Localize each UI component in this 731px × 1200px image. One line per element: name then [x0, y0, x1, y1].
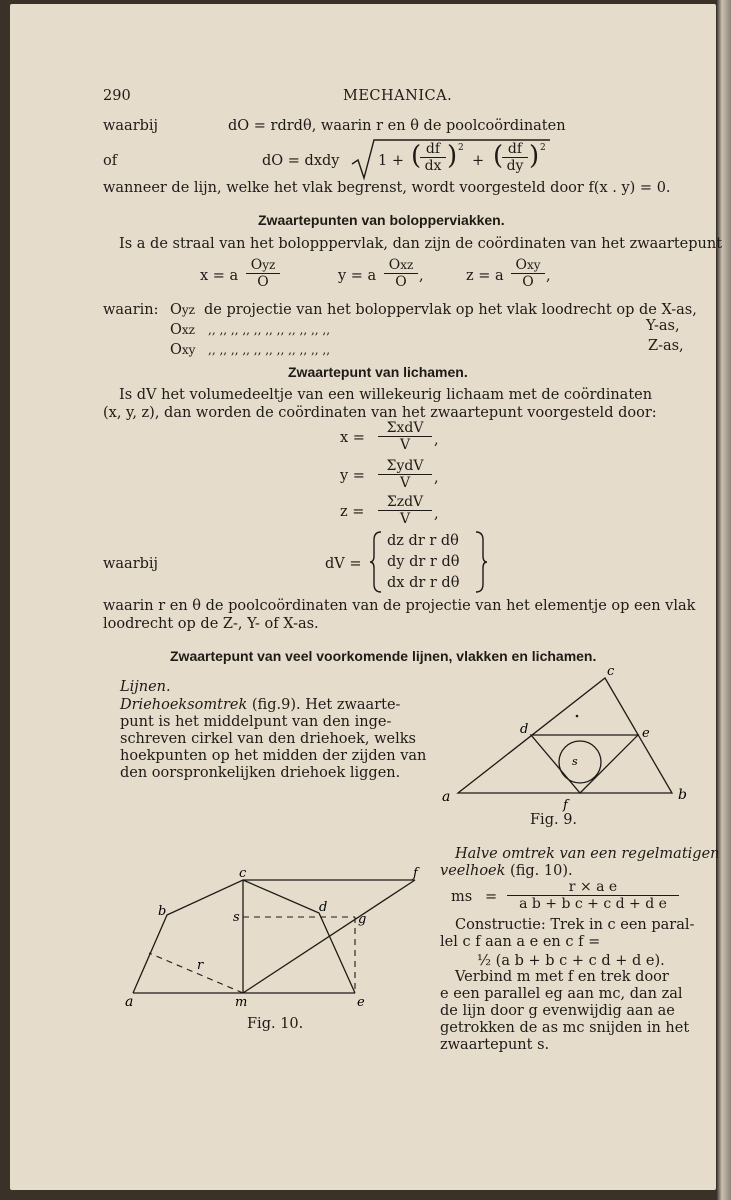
constructie-line1: Constructie: Trek in c een paral- — [455, 917, 695, 933]
fig10-label-a: a — [125, 994, 134, 1010]
fig9-label-d: d — [520, 722, 529, 737]
fig10-label-g: g — [358, 912, 367, 927]
y-eq: y = — [340, 468, 365, 484]
comma-1: , — [419, 268, 424, 284]
frac-oyz-o: Oyz O — [246, 257, 280, 290]
intro-label-waarbij: waarbij — [103, 118, 159, 134]
drieh-line3: schreven cirkel van den driehoek, welks — [120, 731, 416, 747]
fig9-label-f: f — [563, 798, 568, 813]
halve-line1: Halve omtrek van een regelmatigen — [455, 846, 720, 862]
constructie-line3: ½ (a b + b c + c d + d e). — [477, 953, 665, 969]
z-formula-lhs: z = a — [466, 268, 504, 284]
waarbij-label-2: waarbij — [103, 556, 159, 572]
medial-triangle — [531, 735, 638, 793]
book-edge — [716, 0, 731, 1200]
paren-left-2: ( — [493, 141, 504, 171]
oyz-symbol: Oyz — [170, 302, 195, 318]
paren-right-1: ) — [447, 141, 458, 171]
fig9-caption: Fig. 9. — [530, 812, 578, 828]
oxz-symbol: Oxz — [170, 322, 195, 338]
fig10-label-b: b — [158, 904, 167, 919]
constructie-line2: lel c f aan a e en c f = — [440, 934, 601, 950]
x-eq: x = — [340, 430, 365, 446]
fig10-caption: Fig. 10. — [247, 1016, 304, 1032]
waarin-label: waarin: — [103, 302, 159, 318]
ditto-marks-2: ,, ,, ,, ,, ,, ,, ,, ,, ,, ,, ,, — [208, 343, 331, 357]
y-formula-lhs: y = a — [338, 268, 377, 284]
drieh-line4: hoekpunten op het midden der zijden van — [120, 748, 427, 764]
oxy-symbol: Oxy — [170, 342, 196, 358]
paren-left-1: ( — [411, 141, 422, 171]
comma-y: , — [434, 470, 439, 486]
constructie-line5: e een parallel eg aan mc, dan zal — [440, 986, 683, 1002]
figure-10-diagram — [125, 865, 425, 1010]
section1-title: Zwaartepunten van bolopperviakken. — [258, 212, 505, 228]
frac-sxdv: ΣxdV V — [378, 420, 432, 453]
comma-x: , — [434, 432, 439, 448]
z-eq: z = — [340, 504, 365, 520]
drieh-line1: Driehoeksomtrek (fig.9). Het zwaarte- — [120, 697, 401, 713]
comma-z: , — [434, 506, 439, 522]
dv-eq: dV = — [325, 556, 362, 572]
dv-line-3: dx dr r dθ — [387, 575, 460, 591]
frac-ms: $\frac{\text{r × a e}}{\text{a b + b c + c d + d e}}$ — [507, 879, 679, 912]
drieh-line2: punt is het middelpunt van den inge- — [120, 714, 392, 730]
plus-sign: + — [472, 153, 485, 169]
frac-df-dy: $\frac{df}{dy}$ — [502, 141, 528, 174]
fig10-label-c: c — [239, 866, 247, 881]
running-title: MECHANICA. — [343, 88, 453, 104]
frac-szdv: ΣzdV V — [378, 494, 432, 527]
frac-df-dx: $\frac{df}{dx}$ — [420, 141, 446, 174]
fig9-label-s: s — [572, 755, 578, 768]
ms-equals: = — [485, 889, 498, 905]
fig10-label-r: r — [197, 958, 204, 973]
section1-text: Is a de straal van het bolopppervlak, dan zijn de coördinaten van het zwaartepunt — [119, 236, 723, 252]
frac-oxz-o: Oxz O — [384, 257, 418, 290]
y-as-label: Y-as, — [646, 318, 680, 334]
ditto-marks-1: ,, ,, ,, ,, ,, ,, ,, ,, ,, ,, ,, — [208, 323, 331, 337]
fig10-label-f: f — [413, 866, 418, 881]
z-as-label: Z-as, — [648, 338, 684, 354]
intro-label-of: of — [103, 153, 118, 169]
section2-title: Zwaartepunt van lichamen. — [288, 364, 468, 380]
constructie-line7: getrokken de as mc snijden in het — [440, 1020, 690, 1036]
fig9-label-b: b — [678, 787, 687, 803]
constructie-line8: zwaartepunt s. — [440, 1037, 550, 1053]
frac-oxy-o: Oxy O — [511, 257, 545, 290]
incircle — [559, 741, 601, 783]
section2-text1: Is dV het volumedeeltje van een willekeurig lichaam met de coördinaten — [119, 387, 653, 403]
lijnen-heading: Lijnen. — [120, 679, 171, 695]
halve-line2: veelhoek (fig. 10). — [440, 863, 573, 879]
fig9-label-a: a — [442, 789, 451, 805]
paren-right-2: ) — [529, 141, 540, 171]
figure-9-diagram — [440, 664, 700, 813]
fig10-label-d: d — [319, 900, 328, 915]
fig9-label-c: c — [607, 664, 615, 679]
section2-text4: loodrecht op de Z-, Y- of X-as. — [103, 616, 319, 632]
section2-text3: waarin r en θ de poolcoördinaten van de projectie van het elementje op een vlak — [103, 598, 696, 614]
frac-sydv: ΣydV V — [378, 458, 432, 491]
comma-2: , — [546, 268, 551, 284]
section2-text2: (x, y, z), dan worden de coördinaten van het zwaartepunt voorgesteld door: — [103, 405, 657, 421]
projection-line-1: de projectie van het boloppervlak op het vlak loodrecht op de X-as, — [204, 302, 697, 318]
fig9-label-e: e — [642, 726, 650, 741]
intro-formula-dxdy: dO = dxdy — [262, 153, 340, 169]
ms-label: ms — [451, 889, 473, 905]
section3-title: Zwaartepunt van veel voorkomende lijnen, vlakken en lichamen. — [170, 648, 597, 664]
square-1: 2 — [458, 143, 464, 153]
sqrt-one-plus: 1 + — [378, 153, 404, 169]
intro-formula-do: dO = rdrdθ, waarin r en θ de poolcoördinaten — [228, 118, 566, 134]
intro-line3: wanneer de lijn, welke het vlak begrenst, wordt voorgesteld door f(x . y) = 0. — [103, 180, 671, 196]
drieh-line5: den oorspronkelijken driehoek liggen. — [120, 765, 401, 781]
left-brace — [369, 530, 383, 594]
page-number: 290 — [103, 88, 131, 104]
fig10-label-s: s — [233, 910, 240, 925]
fig10-label-e: e — [357, 995, 365, 1010]
dv-line-2: dy dr r dθ — [387, 554, 460, 570]
dv-line-1: dz dr r dθ — [387, 533, 459, 549]
x-formula-lhs: x = a — [200, 268, 239, 284]
constructie-line4: Verbind m met f en trek door — [455, 969, 669, 985]
right-brace — [474, 530, 488, 594]
square-2: 2 — [540, 143, 546, 153]
constructie-line6: de lijn door g evenwijdig aan ae — [440, 1003, 675, 1019]
fig10-label-m: m — [235, 995, 248, 1010]
